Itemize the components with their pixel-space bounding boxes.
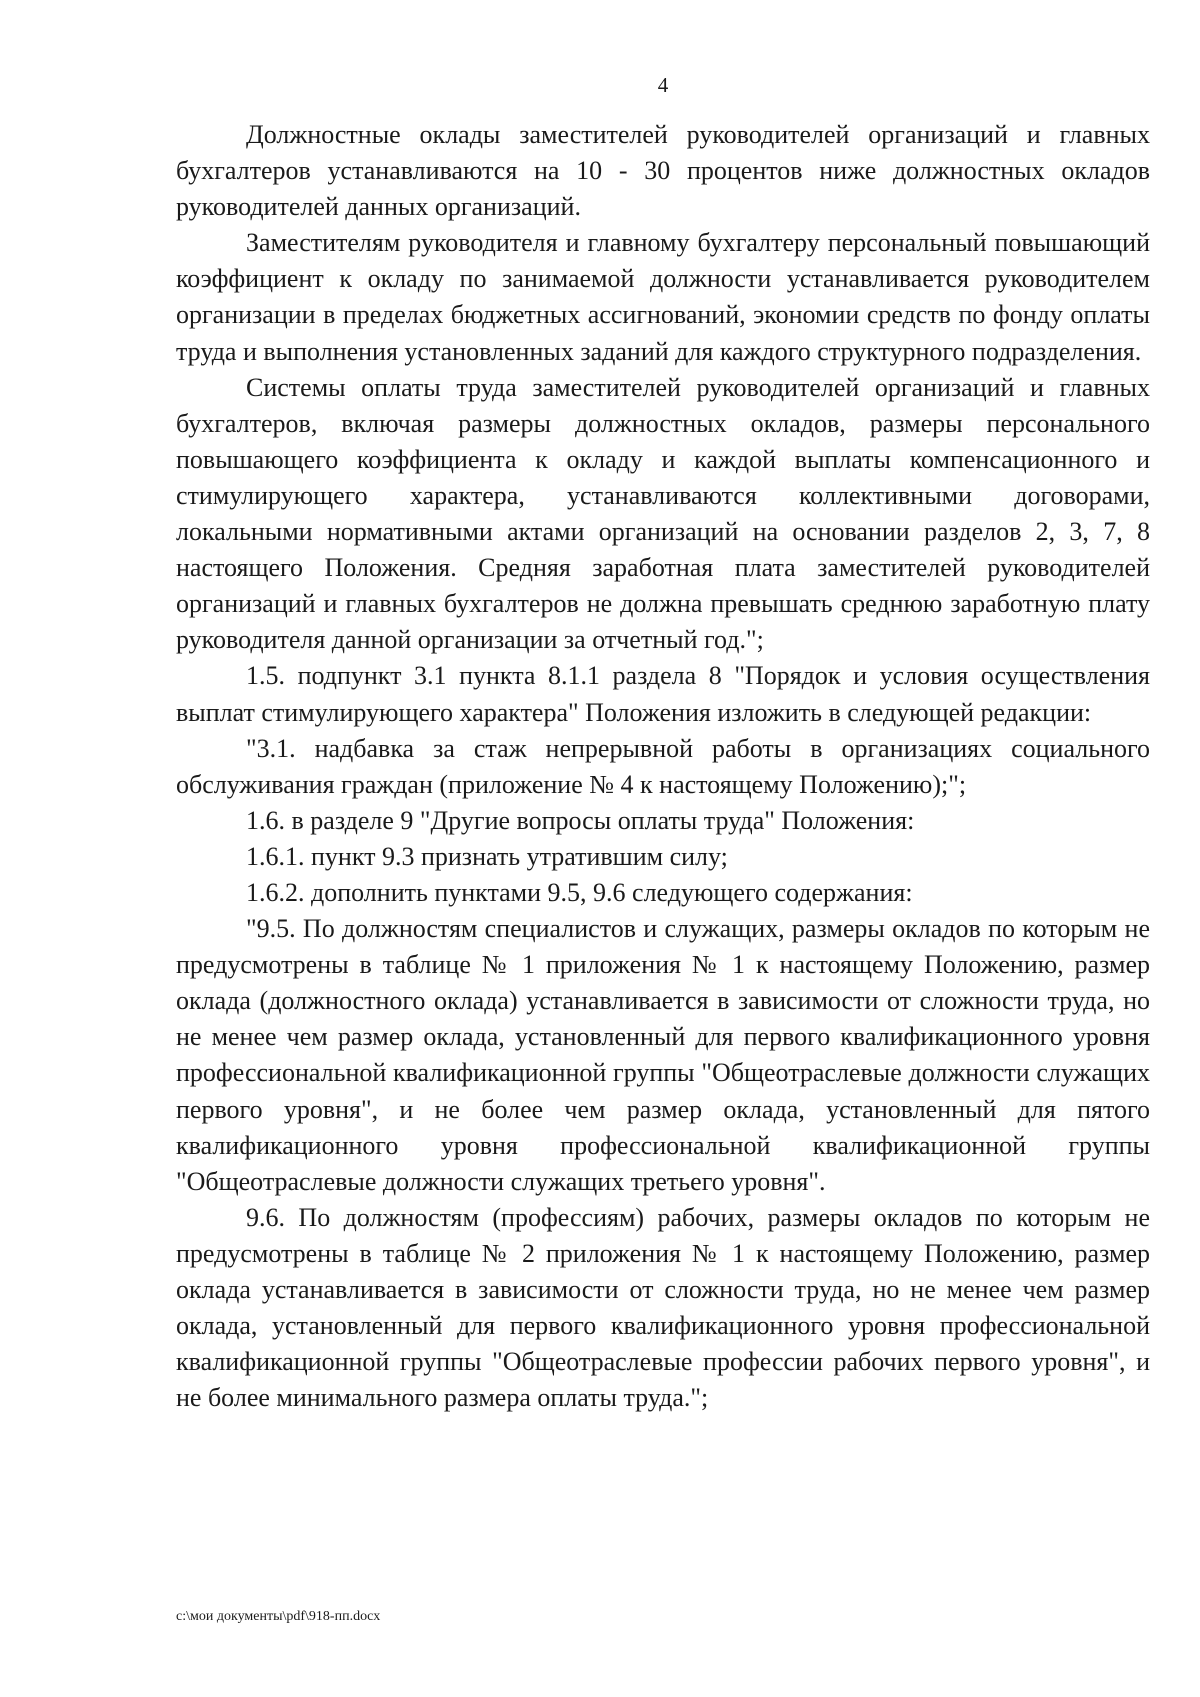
paragraph: Заместителям руководителя и главному бухгалтеру персональный повышающий коэффициент к окладу по занимаемой должности устанавливается руководителем организации в пределах бюджетных ассигнований, экономии средств по фонду оплаты труда и выполнения установленных заданий для каждого структурного подразделения. <box>176 228 1150 366</box>
paragraph: 1.6. в разделе 9 "Другие вопросы оплаты труда" Положения: <box>246 805 915 835</box>
paragraph: 1.6.2. дополнить пунктами 9.5, 9.6 следующего содержания: <box>246 877 913 907</box>
paragraph: 1.6.1. пункт 9.3 признать утратившим силу; <box>246 841 728 871</box>
document-body <box>176 117 1150 1416</box>
paragraph: Должностные оклады заместителей руководителей организаций и главных бухгалтеров устанавливаются на 10 - 30 процентов ниже должностных окладов руководителей данных организаций. <box>176 120 1150 222</box>
paragraph: Системы оплаты труда заместителей руководителей организаций и главных бухгалтеров, включая размеры должностных окладов, размеры персонального повышающего коэффициента к окладу и каждой выплаты компенсационного и стимулирующего характера, устанавливаются коллективными договорами, локальными нормативными актами организаций на основании разделов 2, 3, 7, 8 настоящего Положения. Средняя заработная плата заместителей руководителей организаций и главных бухгалтеров не должна превышать среднюю заработную плату руководителя данной организации за отчетный год."; <box>176 372 1150 655</box>
paragraph: 9.6. По должностям (профессиям) рабочих, размеры окладов по которым не предусмотрены в таблице № 2 приложения № 1 к настоящему Положению, размер оклада устанавливается в зависимости от сложности труда, но не менее чем размер оклада, установленный для первого квалификационного уровня профессиональной квалификационной группы "Общеотраслевые профессии рабочих первого уровня", и не более минимального размера оплаты труда."; <box>176 1202 1150 1413</box>
paragraph: "9.5. По должностям специалистов и служащих, размеры окладов по которым не предусмотрены в таблице № 1 приложения № 1 к настоящему Положению, размер оклада (должностного оклада) устанавливается в зависимости от сложности труда, но не менее чем размер оклада, установленный для первого квалификационного уровня профессиональной квалификационной группы "Общеотраслевые должности служащих первого уровня", и не более чем размер оклада, установленный для пятого квалификационного уровня профессиональной квалификационной группы "Общеотраслевые должности служащих третьего уровня". <box>176 914 1150 1196</box>
page-number: 4 <box>657 73 669 97</box>
footer-file-path: c:\мои документы\pdf\918-пп.docx <box>176 1609 381 1624</box>
paragraph: "3.1. надбавка за стаж непрерывной работы в организациях социального обслуживания граждан (приложение № 4 к настоящему Положению);"; <box>176 733 1150 799</box>
paragraph: 1.5. подпункт 3.1 пункта 8.1.1 раздела 8 "Порядок и условия осуществления выплат стимулирующего характера" Положения изложить в следующей редакции: <box>176 661 1150 727</box>
